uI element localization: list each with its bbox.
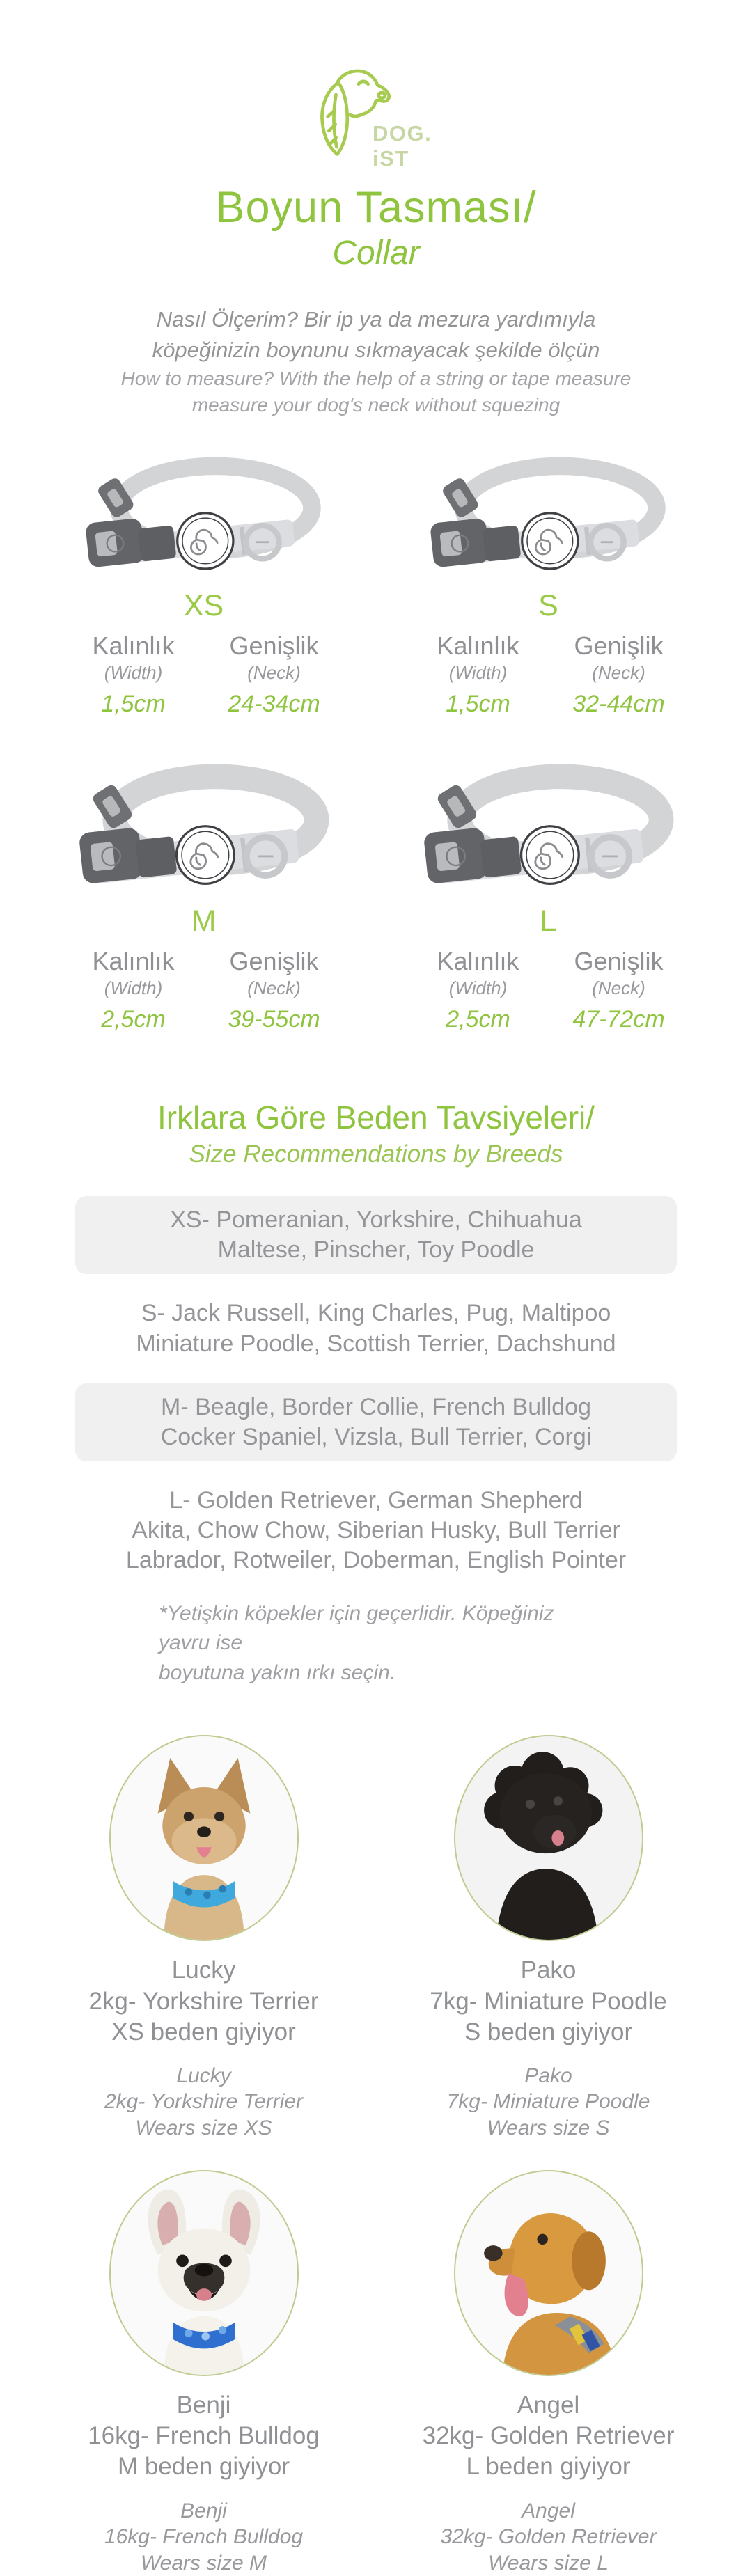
neck-label: Genişlik [229,947,319,976]
size-cell-s [393,447,703,718]
measure-en-line-1: How to measure? With the help of a string or tape measure [120,367,632,389]
width-column-xs [79,631,189,718]
neck-column-s [564,631,674,718]
golden-retriever-photo [454,2170,643,2376]
breed-row-xs: XS- Pomeranian, Yorkshire, Chihuahua Maltese, Pinscher, Toy Poodle [75,1196,677,1274]
width-value-m: 2,5cm [101,1006,166,1033]
dog-cell-angel [393,2170,703,2576]
brand-wordmark [373,121,432,171]
adult-dogs-note: *Yetişkin köpekler için geçerlidir. Köpeğiniz yavru ise boyutuna yakın ırkı seçin. [159,1601,554,1684]
brand-word-bottom: iST [373,146,409,171]
neck-label: Genişlik [574,631,664,661]
breeds-section-title: Irklara Göre Beden Tavsiyeleri/ [157,1099,595,1136]
width-value-l: 2,5cm [446,1006,510,1033]
neck-value-s: 32-44cm [572,691,665,718]
measure-tr-line-1: Nasıl Ölçerim? Bir ip ya da mezura yardımıyla [156,306,596,331]
size-cell-xs [49,447,359,718]
width-value-xs: 1,5cm [101,691,166,718]
width-value-s: 1,5cm [446,691,510,718]
size-cell-l [393,758,703,1033]
neck-sublabel: (Neck) [247,662,301,684]
neck-value-l: 47-72cm [572,1006,665,1033]
page-title: Boyun Tasması/ [215,182,537,232]
size-cell-m [49,758,359,1033]
width-column-m [79,947,189,1033]
width-column-l [423,947,533,1033]
brand-word-top: DOG. [373,121,432,146]
french-bulldog-photo [109,2170,299,2376]
size-label-l: L [540,904,557,938]
neck-column-xs [219,631,329,718]
dog-caption-tr: Benji 16kg- French Bulldog M beden giyiyor [88,2392,320,2481]
neck-sublabel: (Neck) [247,977,301,999]
page-subtitle: Collar [332,234,420,272]
neck-value-xs: 24-34cm [228,691,320,718]
collar-illustration-s [412,447,685,583]
width-column-s [423,631,533,718]
width-sublabel: (Width) [104,977,163,999]
collar-sizes-grid [49,447,703,1033]
how-to-measure-note [121,304,632,419]
neck-value-m: 39-55cm [228,1006,320,1033]
breed-recommendation-list [75,1196,677,1585]
breed-row-s: S- Jack Russell, King Charles, Pug, Maltipoo Miniature Poodle, Scottish Terrier, Dachshund [136,1300,616,1357]
dog-caption-tr: Pako 7kg- Miniature Poodle S beden giyiyor [430,1956,667,2045]
width-sublabel: (Width) [448,977,508,999]
breed-row-m: M- Beagle, Border Collie, French Bulldog Cocker Spaniel, Vizsla, Bull Terrier, Corgi [75,1383,677,1461]
collar-illustration-l [408,758,689,899]
width-label: Kalınlık [437,947,519,976]
width-label: Kalınlık [437,631,519,661]
width-sublabel: (Width) [448,662,508,684]
dog-caption-en: Benji 16kg- French Bulldog Wears size M [104,2499,304,2575]
collar-illustration-xs [68,447,340,583]
brand-logo [303,45,449,171]
yorkshire-terrier-photo [109,1735,299,1941]
size-label-xs: XS [183,589,224,623]
dog-caption-en: Lucky 2kg- Yorkshire Terrier Wears size XS [104,2064,304,2139]
width-label: Kalınlık [92,631,175,661]
dog-cell-benji [49,2170,359,2576]
breed-row-l: L- Golden Retriever, German Shepherd Akita, Chow Chow, Siberian Husky, Bull Terrier Labrador, Rotweiler, Doberman, English Pointer [125,1487,627,1574]
width-sublabel: (Width) [104,662,163,684]
size-label-s: S [538,589,558,623]
collar-illustration-m [63,758,345,899]
dog-cell-lucky [49,1735,359,2141]
dog-caption-tr: Lucky 2kg- Yorkshire Terrier XS beden giyiyor [88,1956,319,2045]
measure-en-line-2: measure your dog's neck without squezing [191,394,561,416]
neck-column-l [564,947,674,1033]
measure-tr-line-2: köpeğinizin boynunu sıkmayacak şekilde ölçün [152,337,600,362]
miniature-poodle-photo [454,1735,643,1941]
dog-caption-tr: Angel 32kg- Golden Retriever L beden giyiyor [422,2392,675,2481]
neck-sublabel: (Neck) [592,977,645,999]
width-label: Kalınlık [92,947,175,976]
neck-sublabel: (Neck) [592,662,645,684]
dog-cell-pako [393,1735,703,2141]
dog-caption-en: Pako 7kg- Miniature Poodle Wears size S [446,2064,650,2139]
breeds-section-subtitle: Size Recommendations by Breeds [189,1140,563,1168]
neck-label: Genişlik [229,631,319,661]
neck-column-m [219,947,329,1033]
size-label-m: M [191,904,217,938]
dog-caption-en: Angel 32kg- Golden Retriever Wears size L [440,2499,657,2575]
example-dogs-grid [49,1735,703,2576]
neck-label: Genişlik [574,947,664,976]
